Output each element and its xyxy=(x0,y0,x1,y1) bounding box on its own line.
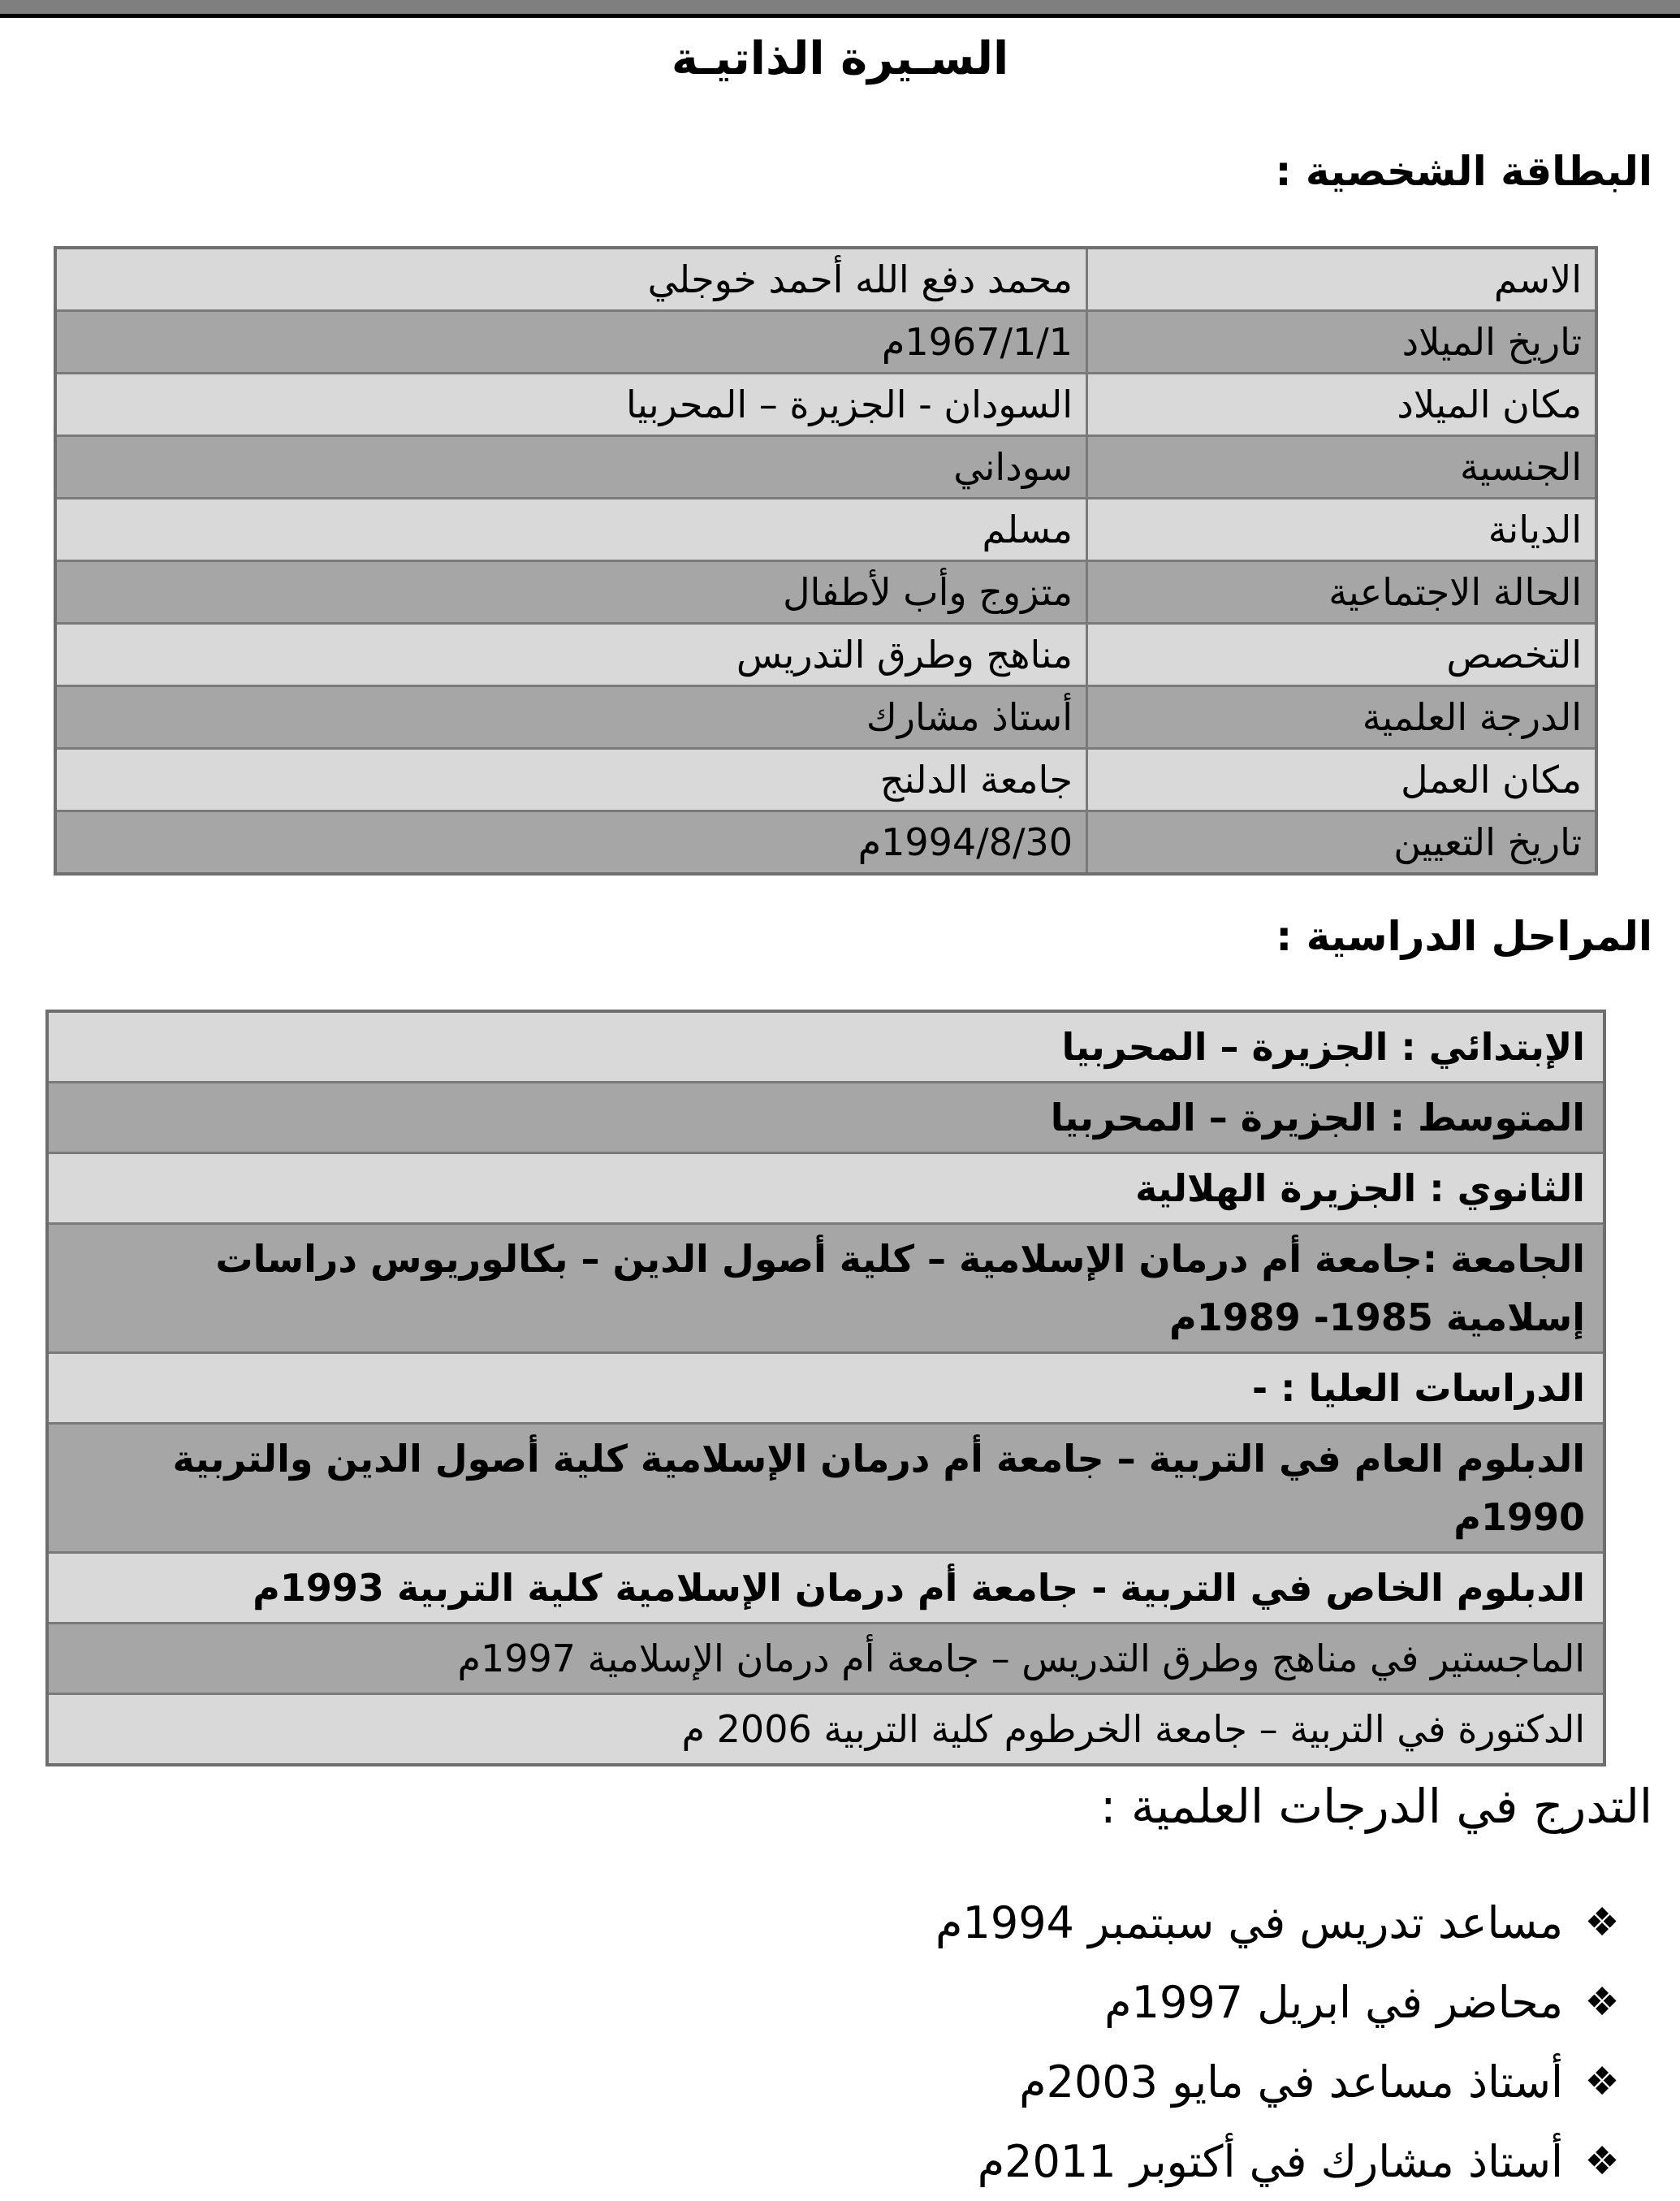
personal-label: تاريخ الميلاد xyxy=(1087,311,1597,374)
education-row-special-diploma xyxy=(47,1553,1604,1624)
personal-value: مناهج وطرق التدريس xyxy=(55,624,1087,686)
progression-list xyxy=(486,1883,1623,2201)
personal-value: سوداني xyxy=(55,436,1087,499)
personal-value: السودان - الجزيرة – المحربيا xyxy=(55,374,1087,436)
education-entry: الدراسات العليا : - xyxy=(47,1353,1604,1424)
education-entry: المتوسط : الجزيرة – المحربيا xyxy=(47,1083,1604,1153)
education-section-heading: المراحل الدراسية : xyxy=(1276,913,1652,960)
personal-label: مكان الميلاد xyxy=(1087,374,1597,436)
education-entry: الجامعة :جامعة أم درمان الإسلامية – كلية أصول الدين – بكالوريوس دراسات إسلامية 1985- 1989م xyxy=(47,1224,1604,1353)
education-row-postgraduate xyxy=(47,1353,1604,1424)
personal-value: محمد دفع الله أحمد خوجلي xyxy=(55,248,1087,311)
personal-row-specialization xyxy=(55,624,1596,686)
personal-info-table xyxy=(54,246,1598,876)
education-entry: الدبلوم العام في التربية – جامعة أم درمان الإسلامية كلية أصول الدين والتربية 1990م xyxy=(47,1424,1604,1553)
education-row-intermediate xyxy=(47,1083,1604,1153)
personal-label: التخصص xyxy=(1087,624,1597,686)
progression-item-text: محاضر في ابريل 1997م xyxy=(1104,1976,1563,2028)
personal-row-workplace xyxy=(55,749,1596,811)
personal-value: جامعة الدلنج xyxy=(55,749,1087,811)
personal-label: مكان العمل xyxy=(1087,749,1597,811)
document-title: السـيرة الذاتيـة xyxy=(671,32,1009,85)
education-entry: الدكتورة في التربية – جامعة الخرطوم كلية التربية 2006 م xyxy=(47,1694,1604,1766)
progression-section-heading: التدرج في الدرجات العلمية : xyxy=(1100,1779,1652,1834)
diamond-bullet-icon: ❖ xyxy=(1584,2059,1620,2104)
education-row-primary xyxy=(47,1011,1604,1083)
personal-row-marital-status xyxy=(55,561,1596,624)
progression-item xyxy=(486,1962,1623,2042)
personal-row-name xyxy=(55,248,1596,311)
personal-value: متزوج وأب لأطفال xyxy=(55,561,1087,624)
education-row-masters xyxy=(47,1624,1604,1694)
progression-item xyxy=(486,2121,1623,2201)
personal-row-academic-rank xyxy=(55,686,1596,749)
personal-value: 1994/8/30م xyxy=(55,811,1087,875)
personal-label: الاسم xyxy=(1087,248,1597,311)
personal-label: تاريخ التعيين xyxy=(1087,811,1597,875)
progression-item xyxy=(486,2042,1623,2121)
education-row-university xyxy=(47,1224,1604,1353)
education-row-doctorate xyxy=(47,1694,1604,1766)
personal-row-nationality xyxy=(55,436,1596,499)
education-row-secondary xyxy=(47,1153,1604,1224)
personal-label: الجنسية xyxy=(1087,436,1597,499)
personal-row-religion xyxy=(55,499,1596,561)
personal-section-heading: البطاقة الشخصية : xyxy=(1275,148,1652,195)
personal-value: 1967/1/1م xyxy=(55,311,1087,374)
progression-item-text: مساعد تدريس في سبتمبر 1994م xyxy=(935,1896,1563,1948)
progression-item xyxy=(486,1883,1623,1962)
personal-row-appointment-date xyxy=(55,811,1596,875)
diamond-bullet-icon: ❖ xyxy=(1584,2138,1620,2184)
progression-item-text: أستاذ مشارك في أكتوبر 2011م xyxy=(977,2135,1563,2187)
progression-item-text: أستاذ مساعد في مايو 2003م xyxy=(1019,2056,1563,2108)
personal-label: الديانة xyxy=(1087,499,1597,561)
education-entry: الدبلوم الخاص في التربية - جامعة أم درمان الإسلامية كلية التربية 1993م xyxy=(47,1553,1604,1624)
education-entry: الإبتدائي : الجزيرة – المحربيا xyxy=(47,1011,1604,1083)
personal-row-birth-date xyxy=(55,311,1596,374)
education-row-general-diploma xyxy=(47,1424,1604,1553)
top-rule xyxy=(0,0,1680,18)
personal-value: مسلم xyxy=(55,499,1087,561)
personal-row-birth-place xyxy=(55,374,1596,436)
diamond-bullet-icon: ❖ xyxy=(1584,1979,1620,2025)
diamond-bullet-icon: ❖ xyxy=(1584,1900,1620,1945)
personal-label: الدرجة العلمية xyxy=(1087,686,1597,749)
education-entry: الماجستير في مناهج وطرق التدريس – جامعة أم درمان الإسلامية 1997م xyxy=(47,1624,1604,1694)
education-table xyxy=(45,1010,1606,1766)
personal-value: أستاذ مشارك xyxy=(55,686,1087,749)
education-entry: الثانوي : الجزيرة الهلالية xyxy=(47,1153,1604,1224)
personal-label: الحالة الاجتماعية xyxy=(1087,561,1597,624)
